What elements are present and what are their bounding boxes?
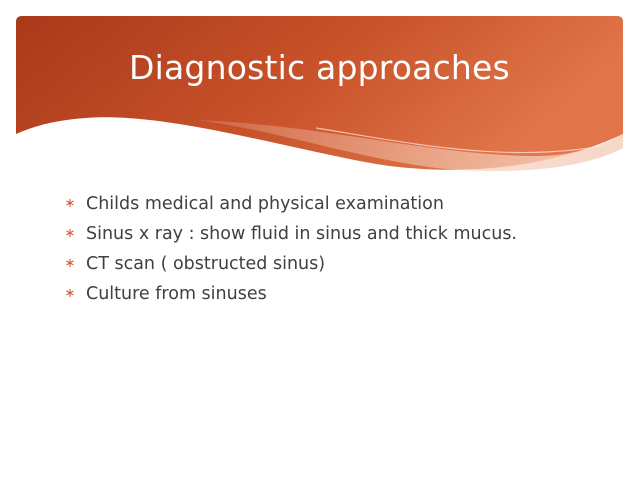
bullet-text: CT scan ( obstructed sinus): [86, 254, 326, 274]
bullet-text: Sinus x ray : show fluid in sinus and thick mucus.: [86, 224, 517, 244]
title-banner: [16, 16, 623, 176]
bullet-text: Childs medical and physical examination: [86, 194, 444, 214]
bullet-list: [62, 190, 582, 310]
bullet-item: [62, 220, 582, 250]
bullet-item: [62, 190, 582, 220]
bullet-icon: ∗: [64, 226, 76, 241]
bullet-item: [62, 250, 582, 280]
bullet-icon: ∗: [64, 196, 76, 211]
bullet-text: Culture from sinuses: [86, 284, 267, 304]
bullet-icon: ∗: [64, 286, 76, 301]
bullet-icon: ∗: [64, 256, 76, 271]
bullet-item: [62, 280, 582, 310]
slide-title: Diagnostic approaches: [129, 48, 510, 87]
